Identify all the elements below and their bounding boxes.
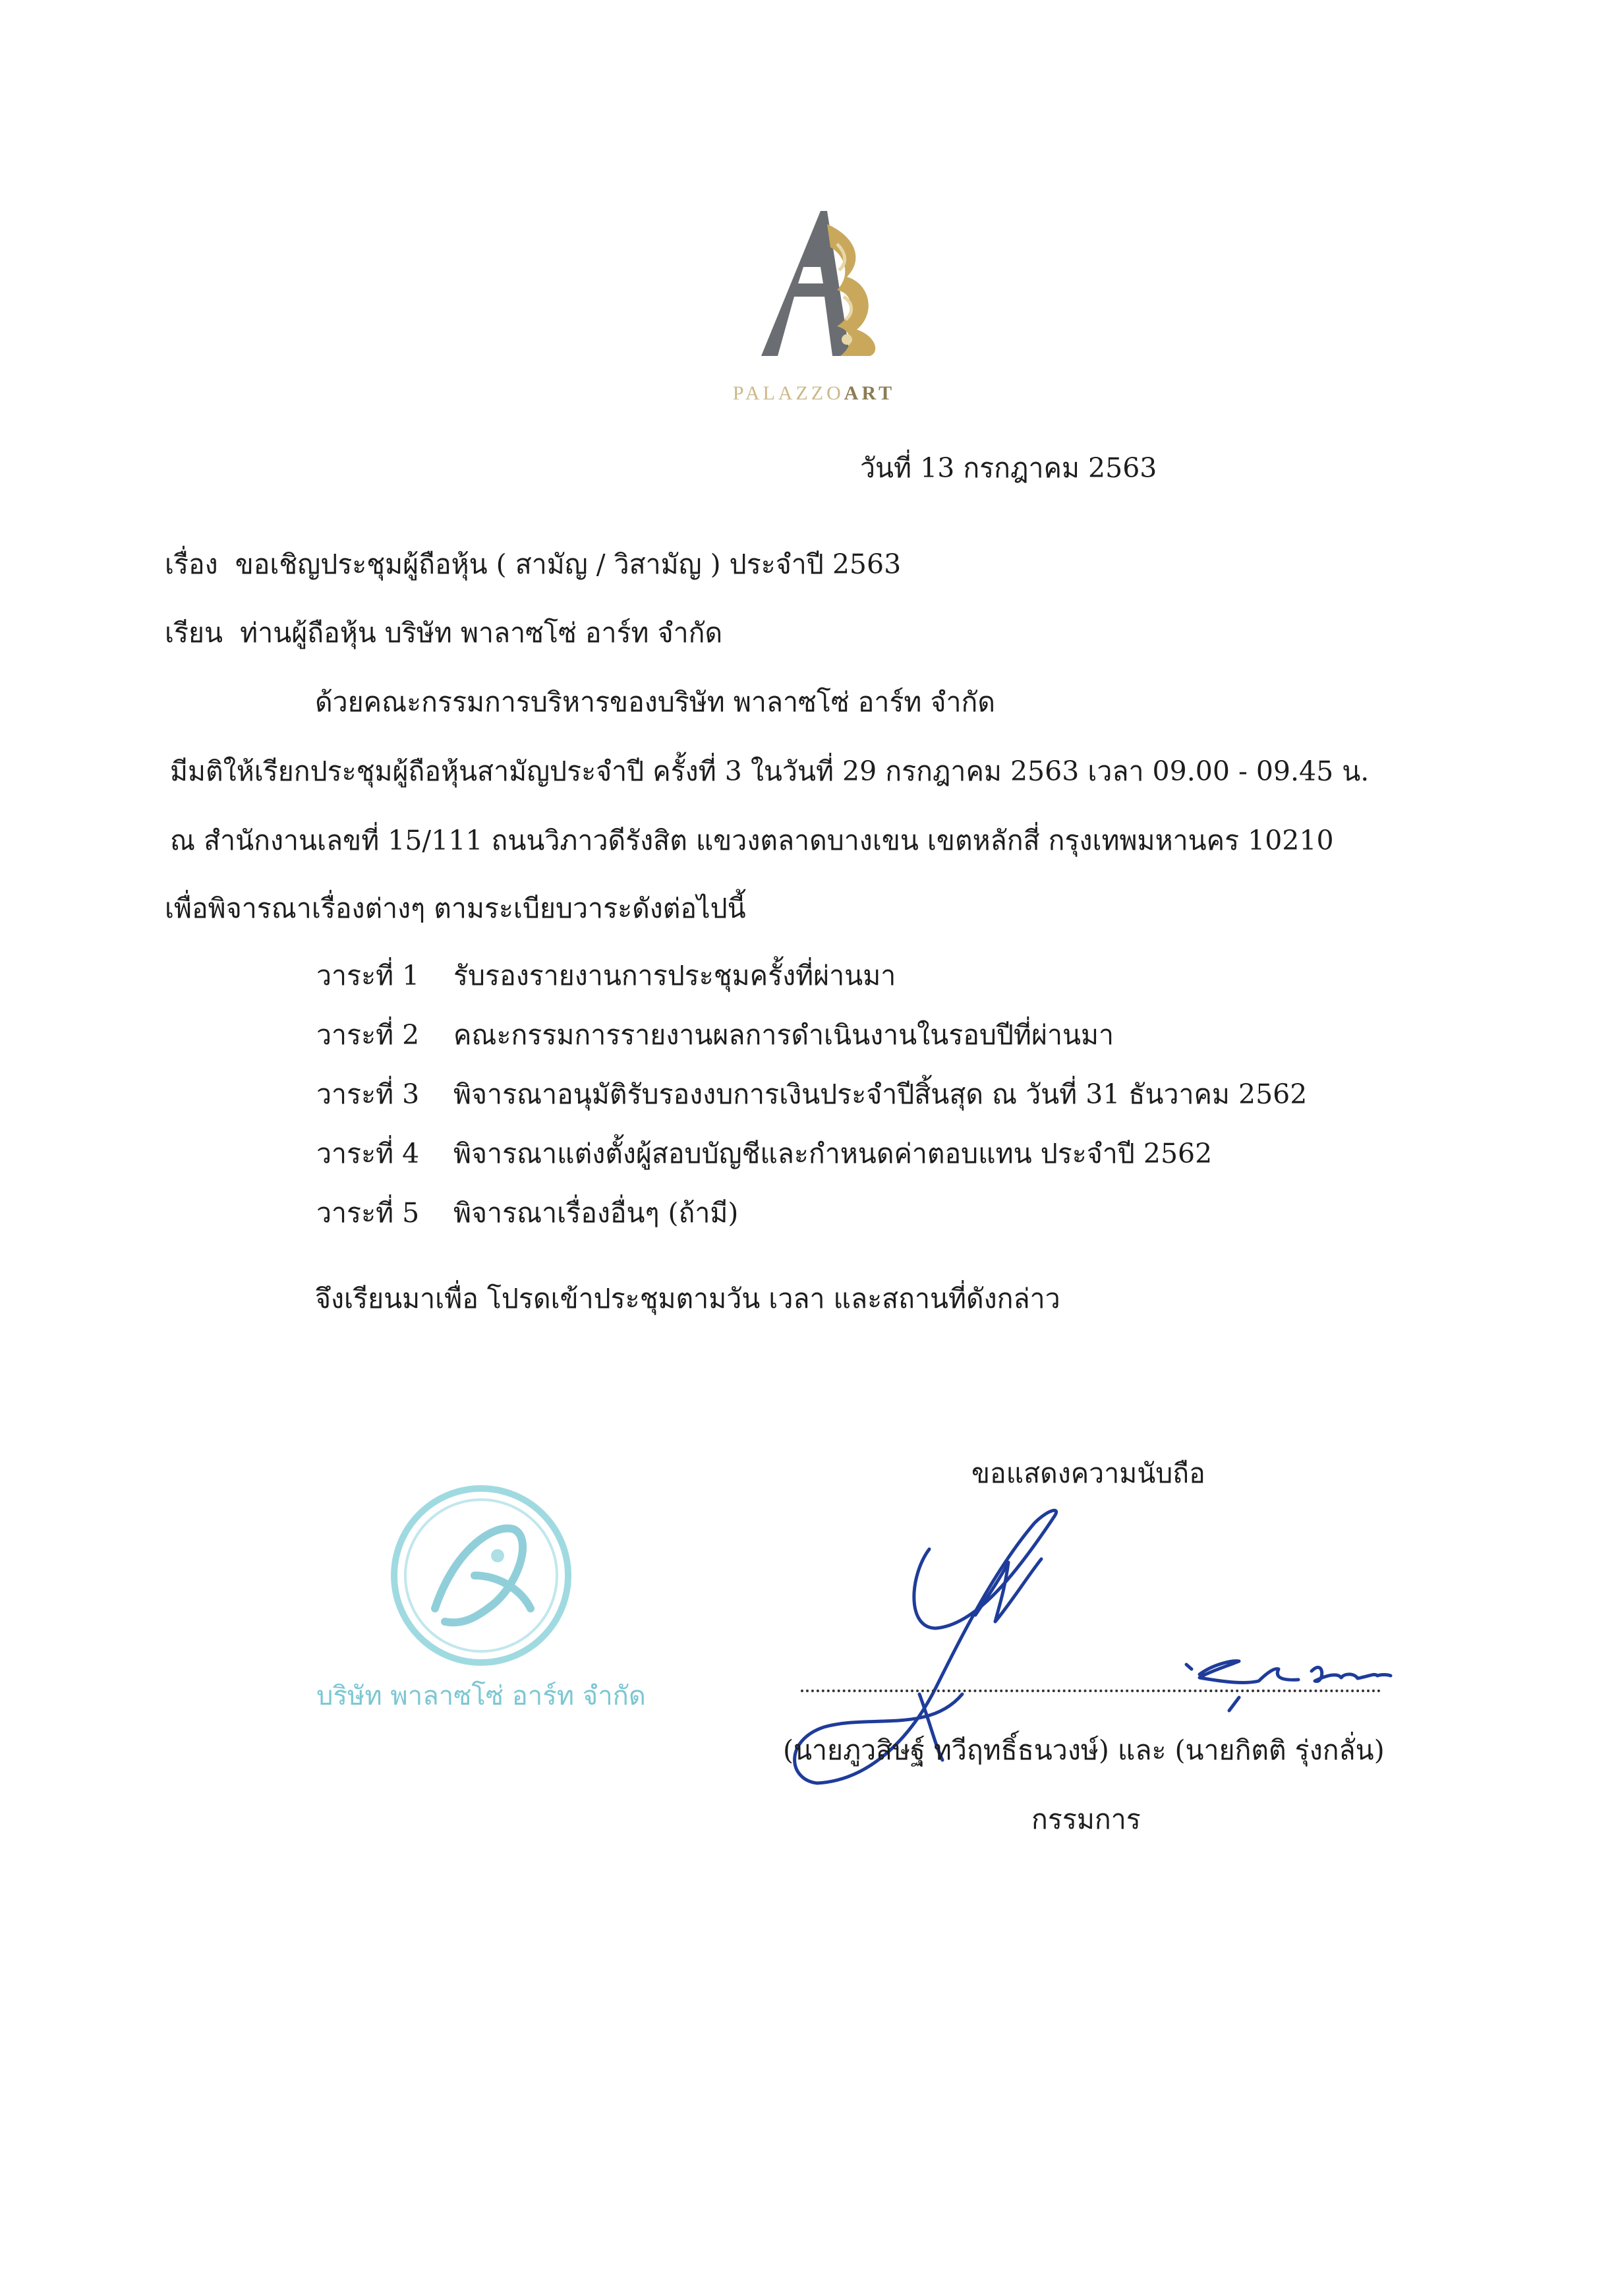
agenda-label: วาระที่ 1 xyxy=(316,960,420,991)
signer-title: กรรมการ xyxy=(1031,1804,1141,1835)
body-line-2: มีมติให้เรียกประชุมผู้ถือหุ้นสามัญประจำปี ครั้งที่ 3 ในวันที่ 29 กรกฎาคม 2563 เวลา 09.00 - 09.45 น. xyxy=(170,755,1370,787)
company-stamp xyxy=(310,1477,652,1740)
agenda-label: วาระที่ 3 xyxy=(316,1078,420,1110)
agenda-item xyxy=(316,1074,1307,1114)
stamp-seal-icon xyxy=(382,1477,580,1674)
body-line-4: เพื่อพิจารณาเรื่องต่างๆ ตามระเบียบวาระดังต่อไปนี้ xyxy=(165,893,746,924)
recipient-text: ท่านผู้ถือหุ้น บริษัท พาลาซโซ่ อาร์ท จำกัด xyxy=(240,617,723,649)
subject-line xyxy=(165,545,901,584)
logo-text-palazzo: PALAZZO xyxy=(732,382,844,404)
agenda-label: วาระที่ 2 xyxy=(316,1019,420,1051)
subject-label: เรื่อง xyxy=(165,548,218,580)
stamp-company-name: บริษัท พาลาซโซ่ อาร์ท จำกัด xyxy=(316,1681,646,1711)
agenda-text: พิจารณาอนุมัติรับรองงบการเงินประจำปีสิ้นสุด ณ วันที่ 31 ธันวาคม 2562 xyxy=(453,1078,1308,1110)
agenda-item xyxy=(316,1193,738,1233)
body-line-3: ณ สำนักงานเลขที่ 15/111 ถนนวิภาวดีรังสิต แขวงตลาดบางเขน เขตหลักสี่ กรุงเทพมหานคร 10210 xyxy=(170,825,1334,856)
agenda-label: วาระที่ 5 xyxy=(316,1197,420,1229)
agenda-text: พิจารณาแต่งตั้งผู้สอบบัญชีและกำหนดค่าตอบแทน ประจำปี 2562 xyxy=(453,1138,1213,1169)
recipient-line xyxy=(165,613,722,653)
respect-text: ขอแสดงความนับถือ xyxy=(971,1457,1205,1489)
company-logo xyxy=(715,198,913,415)
agenda-text: รับรองรายงานการประชุมครั้งที่ผ่านมา xyxy=(453,960,896,991)
recipient-label: เรียน xyxy=(165,617,223,649)
palazzo-art-logo-icon xyxy=(715,198,913,389)
letter-date: วันที่ 13 กรกฎาคม 2563 xyxy=(860,452,1157,484)
signer-names: (นายภูวสิษฐ์ ทวีฤทธิ์ธนวงษ์) และ (นายกิตติ รุ่งกลั่น) xyxy=(783,1734,1385,1766)
agenda-text: พิจารณาเรื่องอื่นๆ (ถ้ามี) xyxy=(453,1197,739,1229)
body-line-1: ด้วยคณะกรรมการบริหารของบริษัท พาลาซโซ่ อาร์ท จำกัด xyxy=(315,686,995,718)
agenda-label: วาระที่ 4 xyxy=(316,1138,420,1169)
agenda-text: คณะกรรมการรายงานผลการดำเนินงานในรอบปีที่ผ่านมา xyxy=(453,1019,1114,1051)
closing-text: จึงเรียนมาเพื่อ โปรดเข้าประชุมตามวัน เวลา และสถานที่ดังกล่าว xyxy=(315,1283,1060,1314)
logo-wordmark xyxy=(715,382,913,405)
agenda-item xyxy=(316,1134,1212,1173)
signature-dotted-line xyxy=(801,1690,1381,1692)
agenda-item xyxy=(316,956,896,995)
agenda-item xyxy=(316,1015,1114,1055)
logo-text-art: ART xyxy=(844,382,896,404)
subject-text: ขอเชิญประชุมผู้ถือหุ้น ( สามัญ / วิสามัญ ) ประจำปี 2563 xyxy=(235,548,902,580)
